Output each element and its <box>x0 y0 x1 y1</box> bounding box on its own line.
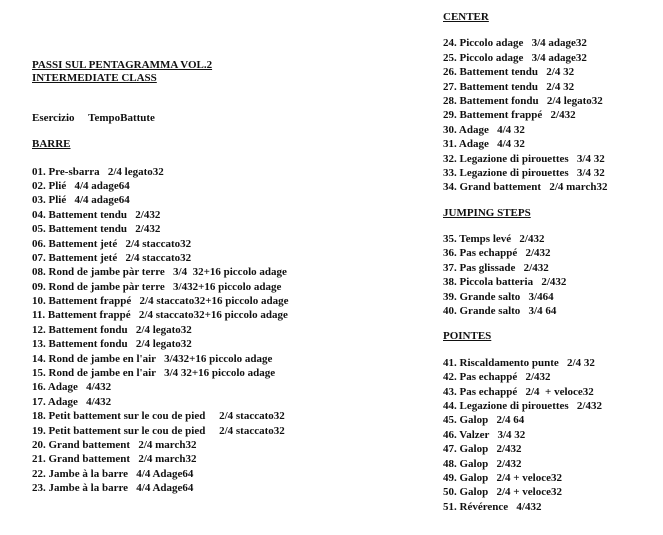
exercise-item: 16. Adage 4/432 <box>32 381 112 394</box>
exercise-item: 39. Grande salto 3/464 <box>443 290 554 303</box>
exercise-item: 02. Plié 4/4 adage64 <box>32 179 130 192</box>
pointes-exercise-list <box>443 356 607 514</box>
exercise-item: 14. Rond de jambe en l'air 3/432+16 piccolo adage <box>32 352 273 365</box>
right-column <box>443 0 607 514</box>
section-heading-barre: BARRE <box>32 138 71 151</box>
exercise-item: 47. Galop 2/432 <box>443 443 522 456</box>
exercise-item: 06. Battement jeté 2/4 staccato32 <box>32 237 192 250</box>
exercise-item: 05. Battement tendu 2/432 <box>32 223 161 236</box>
jumping-steps-exercise-list <box>443 232 607 318</box>
exercise-item: 23. Jambe à la barre 4/4 Adage64 <box>32 482 194 495</box>
exercise-item: 50. Galop 2/4 + veloce32 <box>443 486 563 499</box>
barre-exercise-list <box>32 165 288 496</box>
exercise-item: 44. Legazione di pirouettes 2/432 <box>443 399 602 412</box>
exercise-item: 22. Jambe à la barre 4/4 Adage64 <box>32 467 194 480</box>
exercise-item: 35. Temps levé 2/432 <box>443 233 545 246</box>
section-heading-pointes: POINTES <box>443 330 492 343</box>
exercise-item: 31. Adage 4/4 32 <box>443 138 525 151</box>
exercise-item: 24. Piccolo adage 3/4 adage32 <box>443 37 587 50</box>
exercise-item: 19. Petit battement sur le cou de pied 2/4 staccato32 <box>32 424 285 437</box>
exercise-item: 11. Battement frappé 2/4 staccato32+16 piccolo adage <box>32 309 288 322</box>
exercise-item: 07. Battement jeté 2/4 staccato32 <box>32 251 192 264</box>
section-heading-center: CENTER <box>443 11 489 23</box>
exercise-item: 21. Grand battement 2/4 march32 <box>32 453 197 466</box>
top-spacer <box>32 0 288 58</box>
exercise-item: 12. Battement fondu 2/4 legato32 <box>32 323 192 336</box>
exercise-item: 30. Adage 4/4 32 <box>443 123 525 136</box>
exercise-item: 36. Pas echappé 2/432 <box>443 247 551 260</box>
exercise-item: 37. Pas glissade 2/432 <box>443 261 549 274</box>
exercise-item: 41. Riscaldamento punte 2/4 32 <box>443 356 595 369</box>
exercise-item: 38. Piccola batteria 2/432 <box>443 276 567 289</box>
exercise-item: 03. Plié 4/4 adage64 <box>32 194 130 207</box>
center-exercise-list <box>443 36 607 194</box>
exercise-item: 10. Battement frappé 2/4 staccato32+16 piccolo adage <box>32 295 289 308</box>
column-labels: Esercizio TempoBattute <box>32 111 155 124</box>
exercise-item: 45. Galop 2/4 64 <box>443 414 525 427</box>
exercise-item: 26. Battement tendu 2/4 32 <box>443 66 575 79</box>
exercise-item: 18. Petit battement sur le cou de pied 2/4 staccato32 <box>32 410 285 423</box>
document-title: PASSI SUL PENTAGRAMMA VOL.2 <box>32 59 213 71</box>
exercise-item: 34. Grand battement 2/4 march32 <box>443 181 608 194</box>
exercise-item: 25. Piccolo adage 3/4 adage32 <box>443 51 587 64</box>
exercise-item: 09. Rond de jambe pàr terre 3/432+16 piccolo adage <box>32 280 282 293</box>
exercise-item: 29. Battement frappé 2/432 <box>443 109 576 122</box>
exercise-item: 42. Pas echappé 2/432 <box>443 371 551 384</box>
exercise-item: 33. Legazione di pirouettes 3/4 32 <box>443 166 605 179</box>
exercise-item: 32. Legazione di pirouettes 3/4 32 <box>443 152 605 165</box>
exercise-item: 51. Révérence 4/432 <box>443 500 542 513</box>
exercise-item: 20. Grand battement 2/4 march32 <box>32 438 197 451</box>
exercise-item: 04. Battement tendu 2/432 <box>32 208 161 221</box>
exercise-item: 28. Battement fondu 2/4 legato32 <box>443 94 603 107</box>
exercise-item: 40. Grande salto 3/4 64 <box>443 305 557 318</box>
class-subtitle: INTERMEDIATE CLASS <box>32 72 157 85</box>
exercise-item: 13. Battement fondu 2/4 legato32 <box>32 338 192 351</box>
exercise-item: 48. Galop 2/432 <box>443 457 522 470</box>
exercise-item: 49. Galop 2/4 + veloce32 <box>443 471 563 484</box>
exercise-item: 01. Pre-sbarra 2/4 legato32 <box>32 165 164 178</box>
exercise-item: 46. Valzer 3/4 32 <box>443 428 526 441</box>
exercise-item: 17. Adage 4/432 <box>32 395 112 408</box>
section-heading-jumping-steps: JUMPING STEPS <box>443 206 531 219</box>
exercise-item: 27. Battement tendu 2/4 32 <box>443 80 575 93</box>
exercise-item: 15. Rond de jambe en l'air 3/4 32+16 piccolo adage <box>32 367 276 380</box>
left-column <box>32 0 288 496</box>
exercise-item: 08. Rond de jambe pàr terre 3/4 32+16 piccolo adage <box>32 266 287 279</box>
exercise-item: 43. Pas echappé 2/4 + veloce32 <box>443 385 594 398</box>
